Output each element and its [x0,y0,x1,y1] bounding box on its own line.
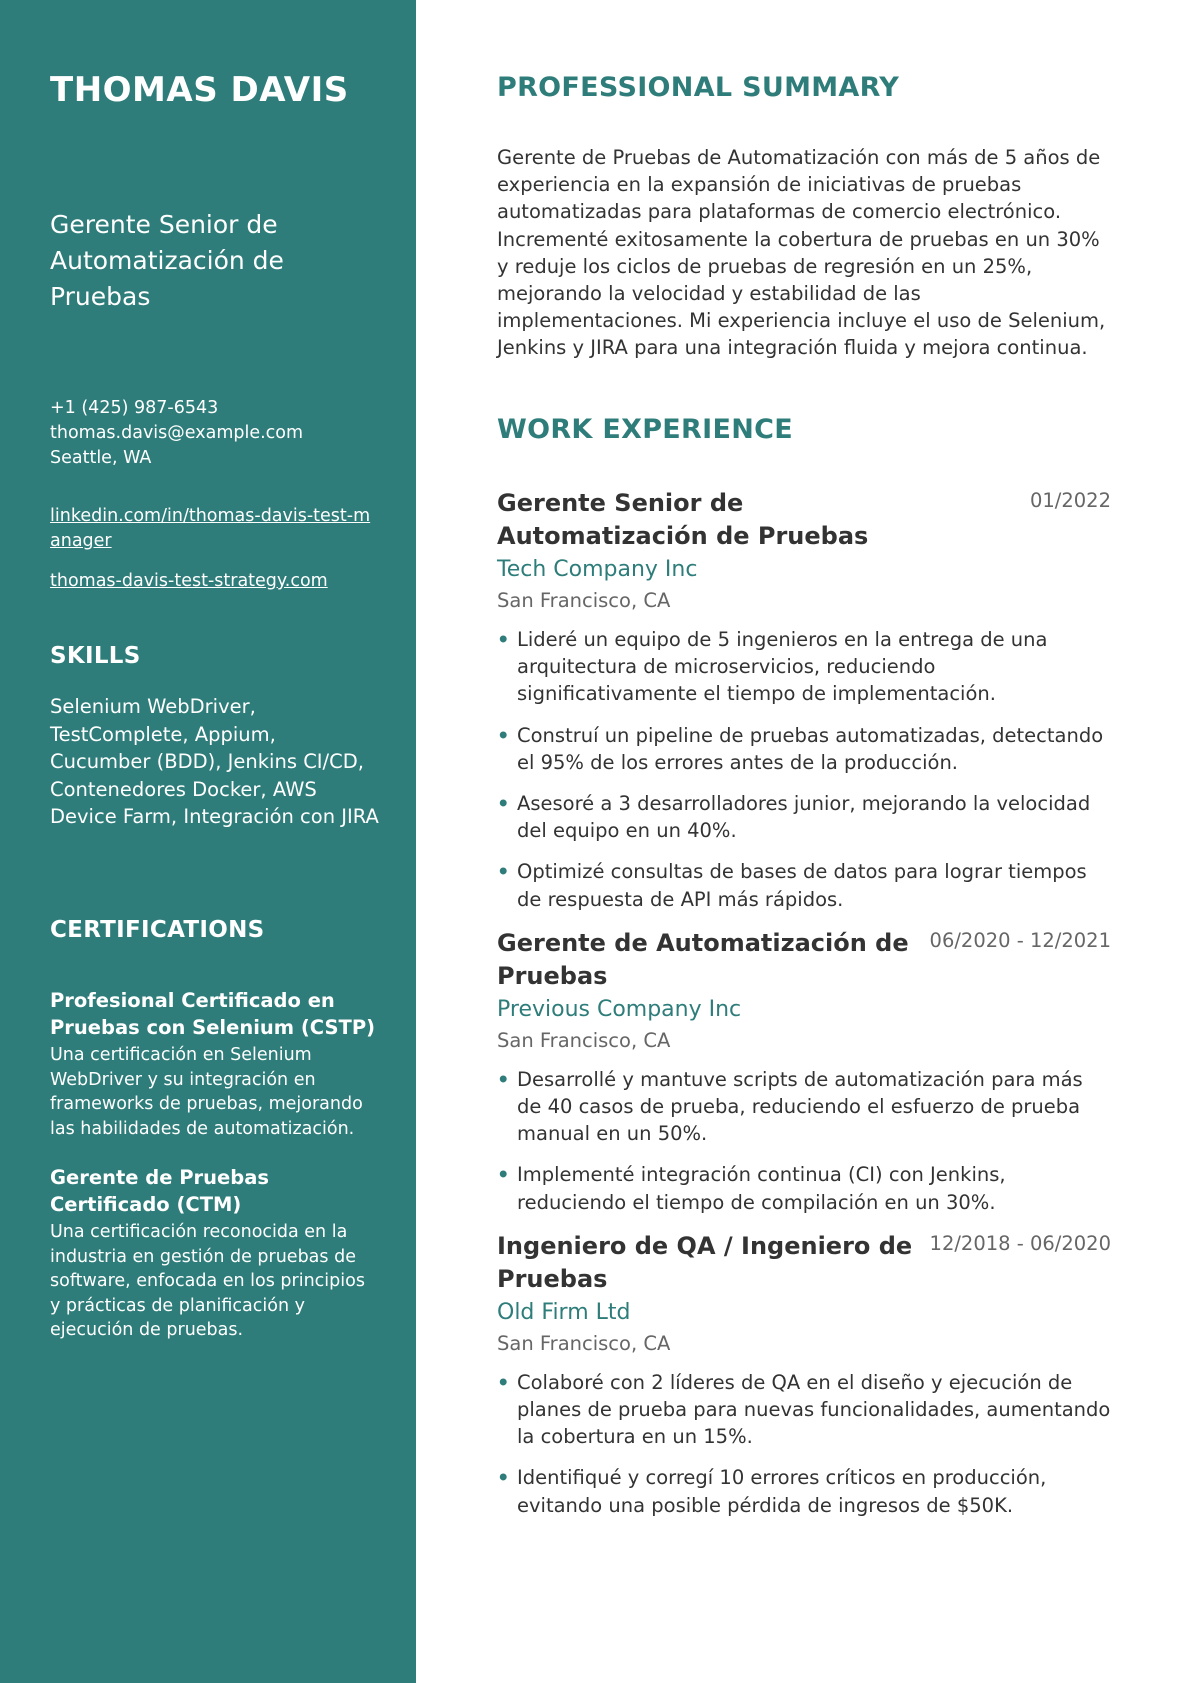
achievement-item: • Colaboré con 2 líderes de QA en el diseño y ejecución de planes de prueba para nuevas funcionalidades, aumentando la cobertura en un 15%. [497,1369,1111,1451]
achievement-item: • Lideré un equipo de 5 ingenieros en la entrega de una arquitectura de microservicios, reduciendo significativamente el tiempo de implementación. [497,626,1111,708]
sidebar [0,0,416,1683]
phone-number: +1 (425) 987-6543 [50,398,219,418]
job-date: 01/2022 [1029,489,1111,512]
job-title: Gerente Senior de Automatización de Pruebas [497,489,869,550]
certifications-list [50,987,380,1366]
certification-name: Gerente de Pruebas Certificado (CTM) [50,1166,270,1216]
location: Seattle, WA [50,448,152,468]
job-date: 06/2020 - 12/2021 [929,928,1111,952]
certification-item [50,1164,380,1343]
achievement-item: • Construí un pipeline de pruebas automatizadas, detectando el 95% de los errores antes de la producción. [497,722,1111,776]
job-entry [497,1230,1111,1519]
job-location: San Francisco, CA [497,1331,671,1355]
company-name: Tech Company Inc [497,557,698,582]
experience-heading: WORK EXPERIENCE [497,414,793,445]
company-name: Old Firm Ltd [497,1299,631,1325]
job-list [497,487,1111,1533]
achievement-item: • Identifiqué y corregí 10 errores críticos en producción, evitando una posible pérdida de ingresos de $50K. [497,1464,1111,1518]
skills-heading: SKILLS [50,643,141,669]
contact-info [50,396,380,471]
certification-description: Una certificación reconocida en la industria en gestión de pruebas de software, enfocada en los principios y prácticas de planificación y ejecución de pruebas. [50,1222,365,1340]
certifications-heading: CERTIFICATIONS [50,917,265,943]
achievement-item: • Desarrollé y mantuve scripts de automatización para más de 40 casos de prueba, reduciendo el esfuerzo de prueba manual en un 50%. [497,1066,1111,1148]
job-achievements [497,1066,1111,1216]
job-achievements [497,1369,1111,1519]
email-address: thomas.davis@example.com [50,423,304,443]
achievement-item: • Asesoré a 3 desarrolladores junior, mejorando la velocidad del equipo en un 40%. [497,790,1111,844]
job-entry [497,927,1111,1216]
professional-summary: Gerente de Pruebas de Automatización con más de 5 años de experiencia en la expansión de iniciativas de pruebas automatizadas para plataformas de comercio electrónico. Incrementé exitosamente la cobertura de pruebas en un 30% y reduje los ciclos de pruebas de regresión en un 25%, mejorando la velocidad y estabilidad de las implementaciones. Mi experiencia incluye el uso de Selenium, Jenkins y JIRA para una integración fluida y mejora continua. [497,146,1106,360]
linkedin-link[interactable]: linkedin.com/in/thomas-davis-test-manager [50,506,371,551]
job-title: Gerente de Automatización de Pruebas [497,928,909,990]
certification-description: Una certificación en Selenium WebDriver y su integración en frameworks de pruebas, mejorando las habilidades de automatización. [50,1045,363,1139]
profile-links [50,504,380,594]
job-achievements [497,626,1111,913]
achievement-item: • Optimizé consultas de bases de datos para lograr tiempos de respuesta de API más rápidos. [497,858,1111,912]
achievement-item: • Implementé integración continua (CI) con Jenkins, reduciendo el tiempo de compilación en un 30%. [497,1161,1111,1215]
job-date: 12/2018 - 06/2020 [929,1231,1111,1255]
website-link[interactable]: thomas-davis-test-strategy.com [50,571,328,591]
candidate-name: THOMAS DAVIS [50,70,349,110]
company-name: Previous Company Inc [497,996,742,1022]
job-entry [497,487,1111,913]
certification-item [50,987,380,1141]
job-title: Ingeniero de QA / Ingeniero de Pruebas [497,1231,913,1293]
job-location: San Francisco, CA [497,589,671,612]
summary-heading: PROFESSIONAL SUMMARY [497,72,900,103]
skills-list: Selenium WebDriver, TestComplete, Appium, Cucumber (BDD), Jenkins CI/CD, Contenedores Docker, AWS Device Farm, Integración con JIRA [50,695,379,828]
job-location: San Francisco, CA [497,1028,671,1052]
certification-name: Profesional Certificado en Pruebas con Selenium (CSTP) [50,989,376,1039]
candidate-title: Gerente Senior de Automatización de Pruebas [50,210,284,311]
